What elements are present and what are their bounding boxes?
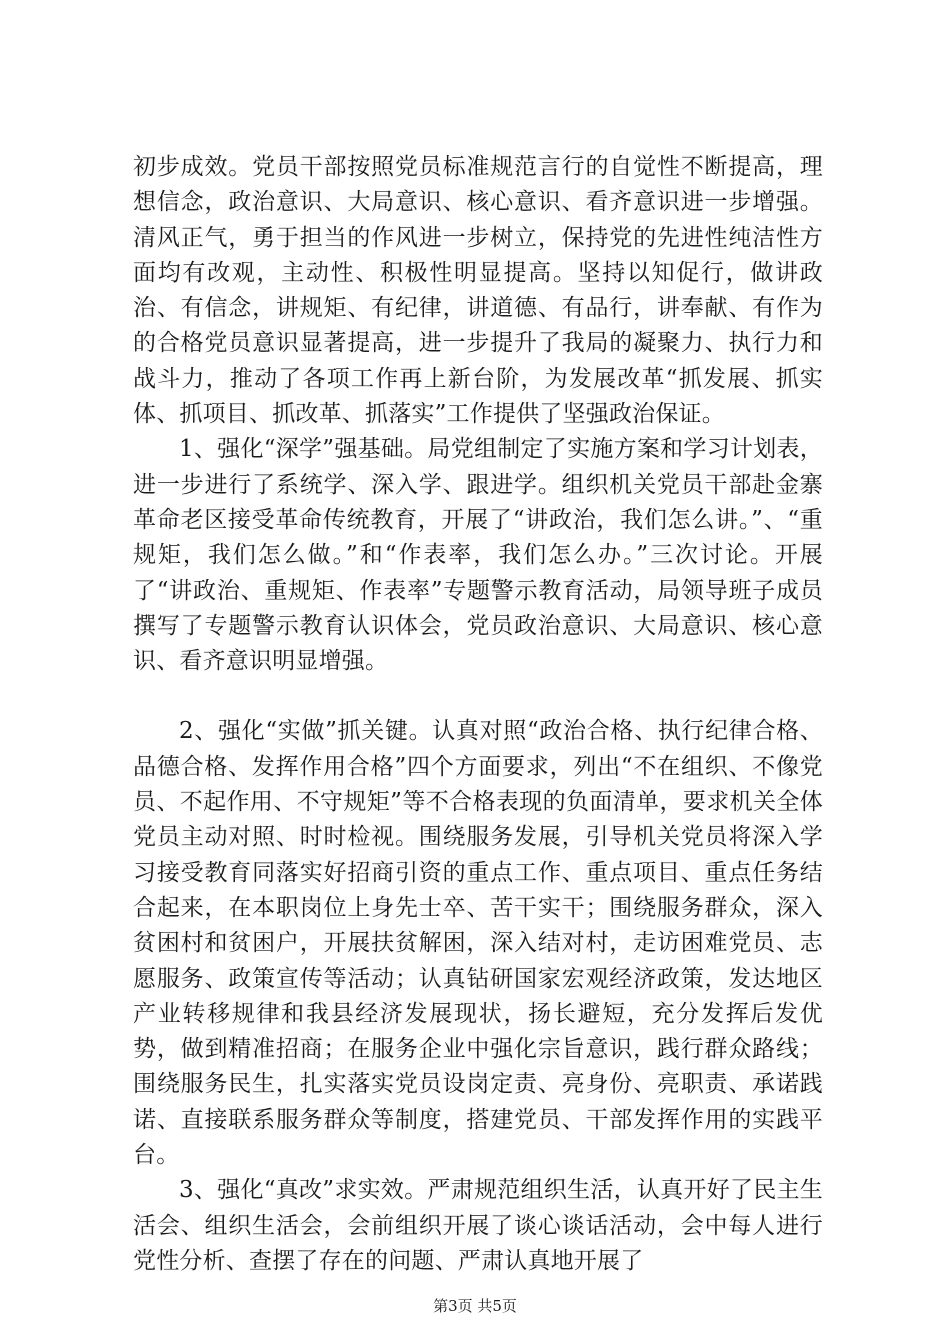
paragraph-item-2: 2、强化“实做”抓关键。认真对照“政治合格、执行纪律合格、品德合格、发挥作用合格”四个方面要求，列出“不在组织、不像党员、不起作用、不守规矩”等不合格表现的负面清单，要求机关全体党员主动对照、时时检视。围绕服务发展，引导机关党员将深入学习接受教育同落实好招商引资的重点工作、重点项目、重点任务结合起来，在本职岗位上身先士卒、苦干实干；围绕服务群众，深入贫困村和贫困户，开展扶贫解困，深入结对村，走访困难党员、志愿服务、政策宣传等活动；认真钻研国家宏观经济政策，发达地区产业转移规律和我县经济发展现状，扬长避短，充分发挥后发优势，做到精准招商；在服务企业中强化宗旨意识，践行群众路线；围绕服务民生，扎实落实党员设岗定责、亮身份、亮职责、承诺践诺、直接联系服务群众等制度，搭建党员、干部发挥作用的实践平台。 — [133, 718, 823, 1169]
paragraph-item-1: 1、强化“深学”强基础。局党组制定了实施方案和学习计划表，进一步进行了系统学、深入学、跟进学。组织机关党员干部赴金寨革命老区接受革命传统教育，开展了“讲政治，我们怎么讲。”、“重规矩，我们怎么做。”和“作表率，我们怎么办。”三次讨论。开展了“讲政治、重规矩、作表率”专题警示教育活动，局领导班子成员撰写了专题警示教育认识体会，党员政治意识、大局意识、核心意识、看齐意识明显增强。 — [133, 436, 823, 675]
paragraph-item-3: 3、强化“真改”求实效。严肃规范组织生活，认真开好了民主生活会、组织生活会，会前组织开展了谈心谈话活动，会中每人进行党性分析、查摆了存在的问题、严肃认真地开展了 — [133, 1177, 823, 1274]
page-number-footer: 第3页 共5页 — [433, 1297, 517, 1315]
document-body — [133, 150, 823, 1279]
paragraph-intro: 初步成效。党员干部按照党员标准规范言行的自觉性不断提高，理想信念，政治意识、大局意识、核心意识、看齐意识进一步增强。清风正气，勇于担当的作风进一步树立，保持党的先进性纯洁性方面均有改观，主动性、积极性明显提高。坚持以知促行，做讲政治、有信念，讲规矩、有纪律，讲道德、有品行，讲奉献、有作为的合格党员意识显著提高，进一步提升了我局的凝聚力、执行力和战斗力，推动了各项工作再上新台阶，为发展改革“抓发展、抓实体、抓项目、抓改革、抓落实”工作提供了坚强政治保证。 — [133, 154, 823, 428]
